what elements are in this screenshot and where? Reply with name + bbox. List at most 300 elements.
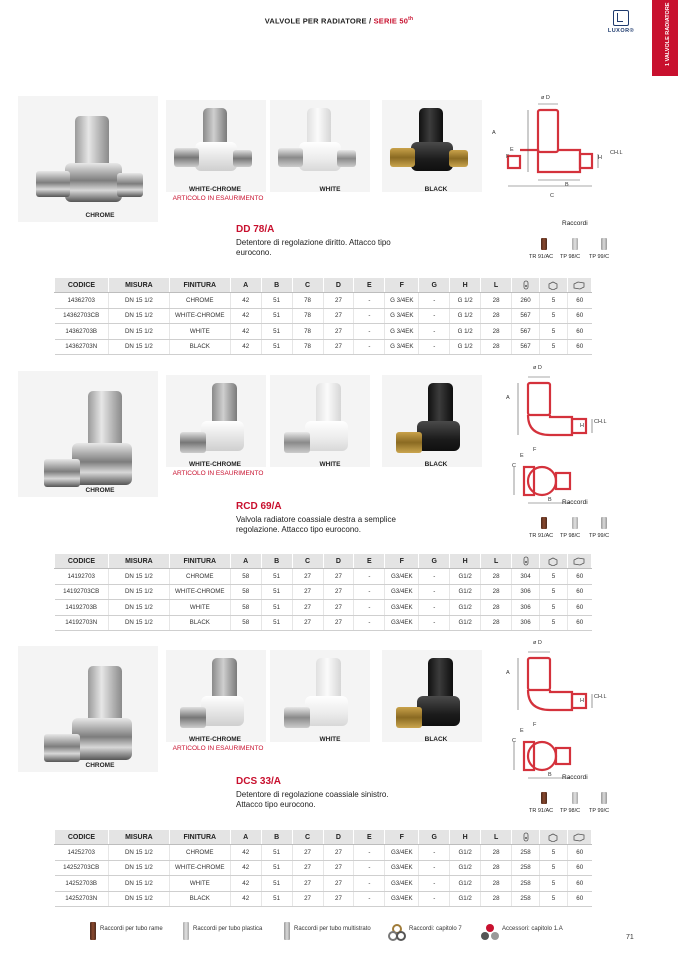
column-header: A [230, 554, 261, 569]
table-cell: WHITE [169, 324, 230, 340]
valve-nut-left [278, 148, 303, 167]
column-header: A [230, 278, 261, 293]
valve-image-white [278, 658, 364, 744]
table-cell: - [419, 860, 450, 876]
table-cell: G 3/4EK [385, 293, 419, 309]
table-cell: 60 [567, 293, 591, 309]
valve-nut-right [449, 150, 468, 167]
column-header: MISURA [108, 278, 169, 293]
table-cell: BLACK [169, 891, 230, 907]
valve-image-white-chrome [174, 383, 260, 469]
table-cell: 58 [230, 569, 261, 585]
table-cell: 60 [567, 860, 591, 876]
table-cell: 28 [481, 891, 512, 907]
dimension-label-a: A [492, 130, 496, 136]
ruler-icon [512, 830, 540, 845]
table-cell: 60 [567, 339, 591, 355]
table-cell: G 3/4EK [385, 308, 419, 324]
table-cell: 60 [567, 308, 591, 324]
table-cell: 27 [323, 308, 354, 324]
dimension-label-chl: CH.L [610, 150, 623, 156]
valve-body [201, 696, 245, 726]
copper-fitting-icon [541, 517, 547, 529]
box-large-icon [567, 554, 591, 569]
table-cell: 567 [512, 324, 540, 340]
table-cell: - [354, 293, 385, 309]
column-header: L [481, 278, 512, 293]
table-row [55, 569, 592, 585]
column-header: L [481, 554, 512, 569]
dimension-label-d: ø D [541, 95, 550, 101]
table-cell: 304 [512, 569, 540, 585]
table-cell: 51 [261, 860, 292, 876]
dimension-label-b: B [565, 182, 569, 188]
legend-multilayer: Raccordi per tubo multistrato [294, 926, 371, 932]
table-row [55, 845, 592, 861]
column-header: E [354, 554, 385, 569]
raccordi-title: Raccordi [562, 220, 588, 227]
caption-black: BLACK [424, 186, 448, 193]
legend-fittings-chapter: Raccordi: capitolo 7 [409, 926, 462, 932]
table-cell: G1/2 [450, 569, 481, 585]
table-cell: 14362703B [55, 324, 109, 340]
valve-nut-front [44, 459, 80, 488]
valve-nut-front [284, 432, 311, 453]
table-cell: G3/4EK [385, 569, 419, 585]
table-cell: G1/2 [450, 891, 481, 907]
header-title-sup: th [408, 16, 414, 22]
column-header: F [385, 278, 419, 293]
table-cell: 27 [292, 615, 323, 631]
table-cell: DN 15 1/2 [108, 615, 169, 631]
copper-fitting-icon [90, 922, 96, 940]
table-cell: G1/2 [450, 584, 481, 600]
table-header-row [55, 830, 592, 845]
valve-nut-right [337, 150, 356, 167]
table-cell: BLACK [169, 339, 230, 355]
table-cell: 58 [230, 600, 261, 616]
table-row [55, 615, 592, 631]
dimension-label-a: A [506, 395, 510, 401]
table-cell: 42 [230, 324, 261, 340]
table-cell: 14362703 [55, 293, 109, 309]
table-cell: 27 [323, 860, 354, 876]
table-cell: - [354, 876, 385, 892]
table-cell: 28 [481, 860, 512, 876]
caption-chrome: CHROME [85, 487, 115, 494]
table-cell: CHROME [169, 845, 230, 861]
table-cell: 27 [292, 860, 323, 876]
dimension-label-e: E [520, 728, 524, 734]
table-cell: DN 15 1/2 [108, 584, 169, 600]
raccordo-label: TR 91/AC [529, 254, 554, 260]
raccordo-label: TP 98/C [560, 808, 581, 814]
table-cell: 28 [481, 615, 512, 631]
valve-image-white-chrome [174, 108, 260, 194]
valve-body [195, 142, 237, 171]
table-cell: 78 [292, 308, 323, 324]
table-row [55, 876, 592, 892]
table-cell: 78 [292, 293, 323, 309]
table-cell: 14252703N [55, 891, 109, 907]
legend-copper: Raccordi per tubo rame [100, 926, 163, 932]
chapter-side-tab [652, 0, 678, 76]
dimension-label-b: B [548, 497, 552, 503]
table-cell: 60 [567, 600, 591, 616]
table-cell: 42 [230, 293, 261, 309]
table-cell: G1/2 [450, 615, 481, 631]
table-cell: - [419, 600, 450, 616]
column-header: E [354, 830, 385, 845]
accessories-chapter-icon [480, 923, 500, 941]
table-cell: 27 [323, 339, 354, 355]
valve-nut-left [36, 171, 70, 197]
table-cell: DN 15 1/2 [108, 891, 169, 907]
valve-image-white [278, 383, 364, 469]
ruler-icon [512, 278, 540, 293]
table-cell: - [354, 324, 385, 340]
table-cell: 28 [481, 339, 512, 355]
table-cell: 28 [481, 845, 512, 861]
caption-black: BLACK [424, 736, 448, 743]
dimension-label-h: H [580, 423, 584, 429]
table-cell: 51 [261, 876, 292, 892]
table-cell: 27 [292, 845, 323, 861]
valve-nut-front [396, 432, 423, 453]
table-cell: 60 [567, 569, 591, 585]
table-cell: - [354, 600, 385, 616]
header-title-main: VALVOLE PER RADIATORE / [264, 16, 372, 26]
valve-body [411, 142, 453, 171]
column-header: D [323, 830, 354, 845]
brand-logo [604, 10, 638, 34]
table-cell: - [354, 308, 385, 324]
column-header: B [261, 554, 292, 569]
valve-nut-front [44, 734, 80, 763]
raccordo-label: TP 98/C [560, 533, 581, 539]
table-cell: DN 15 1/2 [108, 860, 169, 876]
valve-image-black [390, 658, 476, 744]
table-cell: 58 [230, 615, 261, 631]
side-tab-label: 1 VALVOLE RADIATORE [665, 2, 671, 66]
product-description: Detentore di regolazione coassiale sinistro. Attacco tipo eurocono. [236, 790, 389, 809]
technical-drawing [498, 98, 608, 208]
table-cell: - [354, 615, 385, 631]
table-cell: 27 [292, 876, 323, 892]
table-cell: - [419, 584, 450, 600]
table-cell: 42 [230, 339, 261, 355]
table-cell: 42 [230, 308, 261, 324]
valve-nut-front [180, 707, 207, 728]
valve-body [417, 421, 461, 451]
column-header: D [323, 554, 354, 569]
dimension-label-h: H [598, 155, 602, 161]
dimension-label-d: ø D [533, 640, 542, 646]
table-cell: 5 [539, 308, 567, 324]
dimension-label-chl: CH.L [594, 694, 607, 700]
table-cell: 5 [539, 324, 567, 340]
table-cell: 27 [323, 876, 354, 892]
caption-white: WHITE [319, 736, 341, 743]
caption-white: WHITE [319, 461, 341, 468]
table-row [55, 339, 592, 355]
table-cell: 42 [230, 876, 261, 892]
table-cell: 14252703 [55, 845, 109, 861]
table-cell: 28 [481, 293, 512, 309]
table-cell: G3/4EK [385, 876, 419, 892]
raccordo-label: TP 98/C [560, 254, 581, 260]
table-cell: G 1/2 [450, 324, 481, 340]
ruler-icon [512, 554, 540, 569]
dimension-label-e: E [520, 453, 524, 459]
column-header: L [481, 830, 512, 845]
column-header: F [385, 554, 419, 569]
legend-accessories-chapter: Accessori: capitolo 1.A [502, 926, 563, 932]
table-cell: CHROME [169, 293, 230, 309]
table-cell: 42 [230, 845, 261, 861]
table-cell: 51 [261, 584, 292, 600]
table-cell: DN 15 1/2 [108, 339, 169, 355]
table-cell: 51 [261, 845, 292, 861]
table-cell: 60 [567, 876, 591, 892]
column-header: CODICE [55, 830, 109, 845]
caption-chrome: CHROME [85, 212, 115, 219]
table-cell: 306 [512, 584, 540, 600]
valve-image-white [278, 108, 364, 194]
table-cell: 42 [230, 891, 261, 907]
table-cell: 5 [539, 615, 567, 631]
table-cell: - [354, 860, 385, 876]
table-cell: DN 15 1/2 [108, 308, 169, 324]
table-cell: 28 [481, 600, 512, 616]
spec-table [54, 553, 592, 631]
table-cell: - [419, 324, 450, 340]
table-cell: G 1/2 [450, 339, 481, 355]
table-cell: 28 [481, 569, 512, 585]
column-header: A [230, 830, 261, 845]
table-cell: WHITE-CHROME [169, 860, 230, 876]
table-cell: WHITE [169, 600, 230, 616]
column-header: G [419, 278, 450, 293]
column-header: CODICE [55, 278, 109, 293]
box-small-icon [539, 554, 567, 569]
column-header: H [450, 278, 481, 293]
spec-table [54, 829, 592, 907]
dimension-label-a: A [506, 670, 510, 676]
plastic-fitting-icon [572, 517, 578, 529]
table-cell: 258 [512, 891, 540, 907]
table-cell: 42 [230, 860, 261, 876]
table-cell: 5 [539, 860, 567, 876]
dimension-label-d: ø D [533, 365, 542, 371]
table-cell: 27 [292, 600, 323, 616]
column-header: B [261, 830, 292, 845]
table-cell: 60 [567, 324, 591, 340]
table-cell: DN 15 1/2 [108, 293, 169, 309]
table-cell: G3/4EK [385, 845, 419, 861]
table-cell: 28 [481, 324, 512, 340]
logo-text: LUXOR® [607, 28, 635, 34]
dimension-label-h: H [580, 698, 584, 704]
dimension-label-f: F [533, 722, 537, 728]
column-header: F [385, 830, 419, 845]
table-cell: 5 [539, 339, 567, 355]
table-cell: 14192703CB [55, 584, 109, 600]
logo-mark-icon [613, 10, 629, 26]
column-header: C [292, 278, 323, 293]
table-cell: - [354, 569, 385, 585]
column-header: D [323, 278, 354, 293]
valve-body [305, 696, 349, 726]
table-cell: 14192703B [55, 600, 109, 616]
dimension-label-b: B [548, 772, 552, 778]
caption-black: BLACK [424, 461, 448, 468]
caption-chrome: CHROME [85, 762, 115, 769]
table-row [55, 293, 592, 309]
technical-drawing [498, 648, 608, 788]
table-cell: 51 [261, 308, 292, 324]
table-row [55, 584, 592, 600]
valve-cap [88, 391, 122, 451]
column-header: FINITURA [169, 830, 230, 845]
raccordi-title: Raccordi [562, 774, 588, 781]
table-cell: 27 [323, 615, 354, 631]
box-large-icon [567, 830, 591, 845]
caption-discontinued-note: ARTICOLO IN ESAURIMENTO [172, 745, 264, 752]
caption-discontinued-note: ARTICOLO IN ESAURIMENTO [172, 195, 264, 202]
table-cell: 5 [539, 891, 567, 907]
box-small-icon [539, 278, 567, 293]
table-cell: 14362703CB [55, 308, 109, 324]
table-cell: - [419, 891, 450, 907]
table-cell: 51 [261, 891, 292, 907]
table-cell: 51 [261, 615, 292, 631]
table-cell: 78 [292, 324, 323, 340]
spec-table [54, 277, 592, 355]
table-cell: G3/4EK [385, 600, 419, 616]
table-cell: 27 [323, 324, 354, 340]
table-cell: 60 [567, 891, 591, 907]
table-cell: 51 [261, 324, 292, 340]
table-cell: 28 [481, 584, 512, 600]
copper-fitting-icon [541, 792, 547, 804]
table-cell: - [419, 293, 450, 309]
table-cell: G1/2 [450, 860, 481, 876]
table-cell: WHITE-CHROME [169, 584, 230, 600]
valve-nut-left [174, 148, 199, 167]
page-header-title [0, 16, 678, 26]
multilayer-fitting-icon [601, 238, 607, 250]
multilayer-fitting-icon [601, 517, 607, 529]
table-cell: - [419, 615, 450, 631]
column-header: G [419, 554, 450, 569]
valve-body [65, 163, 122, 202]
raccordo-label: TR 91/AC [529, 808, 554, 814]
table-cell: 27 [323, 600, 354, 616]
product-code: DD 78/A [236, 224, 275, 235]
table-cell: G1/2 [450, 845, 481, 861]
table-cell: 60 [567, 845, 591, 861]
copper-fitting-icon [541, 238, 547, 250]
valve-nut-front [180, 432, 207, 453]
table-cell: DN 15 1/2 [108, 876, 169, 892]
table-cell: - [419, 308, 450, 324]
table-header-row [55, 554, 592, 569]
table-cell: - [354, 845, 385, 861]
table-cell: 258 [512, 860, 540, 876]
table-cell: 306 [512, 615, 540, 631]
valve-nut-front [284, 707, 311, 728]
multilayer-fitting-icon [601, 792, 607, 804]
table-cell: 27 [292, 891, 323, 907]
valve-body [72, 443, 132, 485]
table-cell: 260 [512, 293, 540, 309]
table-cell: - [354, 891, 385, 907]
valve-body [72, 718, 132, 760]
table-cell: - [419, 569, 450, 585]
valve-image-black [390, 108, 476, 194]
table-cell: 5 [539, 845, 567, 861]
table-row [55, 324, 592, 340]
table-cell: 5 [539, 569, 567, 585]
valve-body [417, 696, 461, 726]
valve-cap [88, 666, 122, 726]
column-header: FINITURA [169, 278, 230, 293]
table-cell: 5 [539, 293, 567, 309]
table-cell: G1/2 [450, 876, 481, 892]
raccordi-title: Raccordi [562, 499, 588, 506]
table-cell: 27 [292, 569, 323, 585]
caption-discontinued-note: ARTICOLO IN ESAURIMENTO [172, 470, 264, 477]
column-header: C [292, 830, 323, 845]
table-cell: BLACK [169, 615, 230, 631]
column-header: CODICE [55, 554, 109, 569]
table-cell: DN 15 1/2 [108, 569, 169, 585]
table-cell: 14252703CB [55, 860, 109, 876]
column-header: H [450, 830, 481, 845]
dimension-label-f: F [533, 447, 537, 453]
table-row [55, 860, 592, 876]
table-cell: 28 [481, 308, 512, 324]
raccordo-label: TP 99/C [589, 254, 610, 260]
table-cell: G3/4EK [385, 615, 419, 631]
valve-body [299, 142, 341, 171]
table-cell: 258 [512, 876, 540, 892]
product-description: Valvola radiatore coassiale destra a semplice regolazione. Attacco tipo eurocono. [236, 515, 396, 534]
table-cell: - [419, 876, 450, 892]
legend-plastic: Raccordi per tubo plastica [193, 926, 263, 932]
table-cell: 27 [323, 569, 354, 585]
column-header: E [354, 278, 385, 293]
valve-image-white-chrome [174, 658, 260, 744]
table-cell: 258 [512, 845, 540, 861]
table-cell: 14192703N [55, 615, 109, 631]
raccordo-label: TR 91/AC [529, 533, 554, 539]
fittings-chapter-icon [388, 923, 406, 941]
table-cell: 51 [261, 600, 292, 616]
table-cell: 306 [512, 600, 540, 616]
table-cell: 567 [512, 308, 540, 324]
dimension-label-chl: CH.L [594, 419, 607, 425]
column-header: H [450, 554, 481, 569]
product-code: RCD 69/A [236, 501, 282, 512]
table-cell: 28 [481, 876, 512, 892]
valve-image-black [390, 383, 476, 469]
dimension-label-c: C [512, 463, 516, 469]
header-title-accent: SERIE 50 [373, 16, 409, 26]
table-cell: 5 [539, 876, 567, 892]
table-cell: 27 [323, 584, 354, 600]
